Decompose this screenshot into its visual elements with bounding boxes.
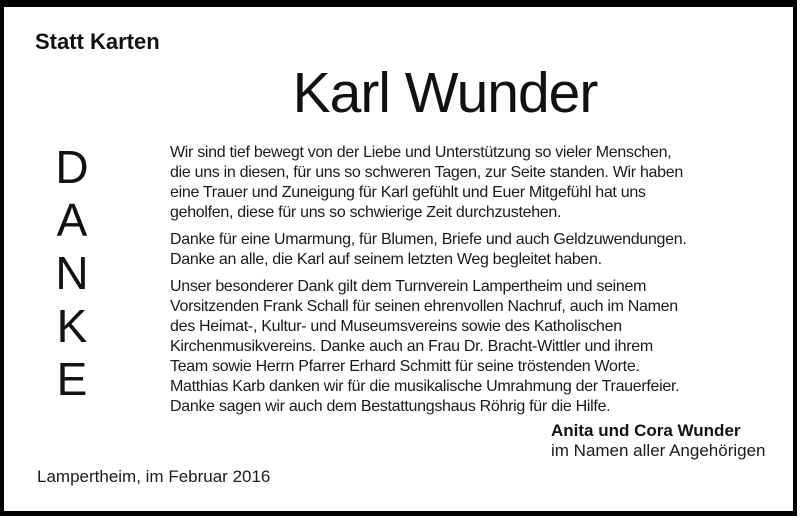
vertical-letter-k: K — [56, 299, 88, 352]
text-line: Matthias Karb danken wir für die musikalische Umrahmung der Trauerfeier. — [170, 378, 680, 395]
vertical-letter-a: A — [56, 193, 88, 246]
vertical-danke-word — [44, 140, 100, 405]
signature-block — [551, 421, 766, 461]
text-line: Wir sind tief bewegt von der Liebe und Unterstützung so vieler Menschen, — [170, 144, 672, 161]
signature-subline: im Namen aller Angehörigen — [551, 441, 766, 460]
frame-bottom-border — [0, 511, 797, 516]
deceased-name: Karl Wunder — [292, 61, 598, 125]
text-line: geholfen, diese für uns so schwierige Zeit durchzustehen. — [170, 204, 562, 221]
text-line: Danke sagen wir auch dem Bestattungshaus Röhrig für die Hilfe. — [170, 398, 611, 415]
signature-names: Anita und Cora Wunder — [551, 421, 741, 440]
vertical-letter-e: E — [56, 352, 88, 405]
frame-left-border — [0, 0, 4, 516]
text-line: Team sowie Herrn Pfarrer Erhard Schmitt für seine tröstenden Worte. — [170, 358, 640, 375]
frame-top-border — [0, 0, 797, 7]
text-line: Danke an alle, die Karl auf seinem letzten Weg begleitet haben. — [170, 251, 602, 268]
text-line: Unser besonderer Dank gilt dem Turnverein Lampertheim und seinem — [170, 278, 647, 295]
text-line: Kirchenmusikvereins. Danke auch an Frau Dr. Bracht-Wittler und ihrem — [170, 338, 653, 355]
text-line: die uns in diesen, für uns so schweren Tagen, zur Seite standen. Wir haben — [170, 164, 683, 181]
notice-body — [170, 143, 755, 424]
text-line: eine Trauer und Zuneigung für Karl gefühlt und Euer Mitgefühl hat uns — [170, 184, 646, 201]
text-line: Vorsitzenden Frank Schall für seinen ehrenvollen Nachruf, auch im Namen — [170, 298, 678, 315]
text-line: des Heimat-, Kultur- und Museumsvereins sowie des Katholischen — [170, 318, 622, 335]
text-line: Danke für eine Umarmung, für Blumen, Briefe und auch Geldzuwendungen. — [170, 231, 687, 248]
paragraph-condolence — [170, 143, 755, 223]
place-and-date: Lampertheim, im Februar 2016 — [37, 467, 271, 486]
paragraph-thanks-special — [170, 277, 755, 417]
pre-title: Statt Karten — [35, 29, 160, 54]
paragraph-thanks-general — [170, 230, 755, 270]
vertical-letter-d: D — [55, 140, 89, 193]
vertical-letter-n: N — [55, 246, 89, 299]
